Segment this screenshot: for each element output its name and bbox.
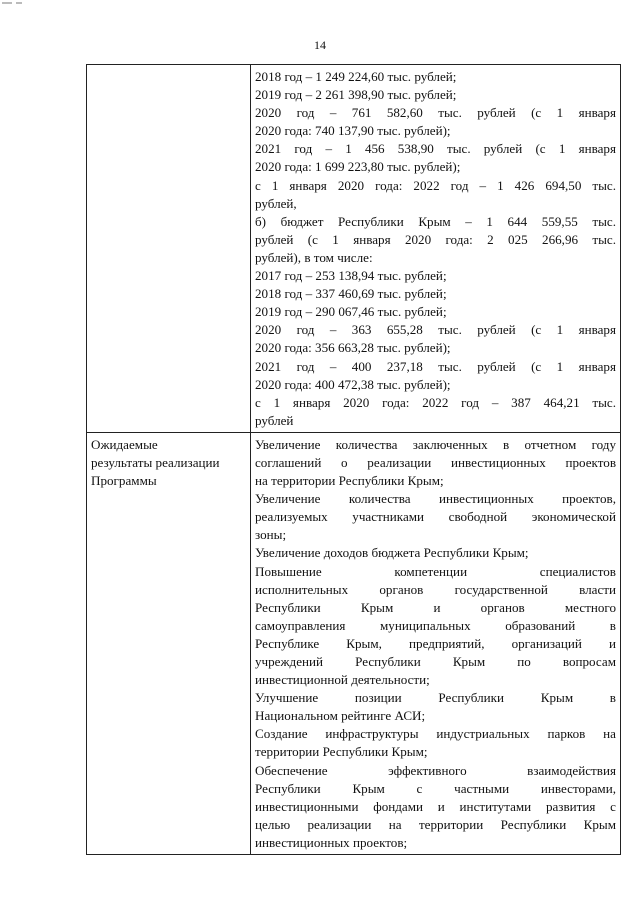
results-text-line: Увеличение доходов бюджета Республики Крым; [255, 545, 529, 561]
results-label-line: Ожидаемые [91, 436, 158, 452]
results-text-line: инвестиционных проектов; [255, 834, 408, 850]
financing-text-line: 2019 год – 2 261 398,90 тыс. рублей; [255, 87, 457, 103]
financing-text [255, 68, 616, 430]
financing-text-line: 2018 год – 337 460,69 тыс. рублей; [255, 286, 447, 302]
results-text-line: целью реализации на территории Республики Крым [255, 816, 616, 832]
results-text-line: территории Республики Крым; [255, 744, 428, 760]
results-text-line: Национальном рейтинге АСИ; [255, 708, 426, 724]
results-text-line: самоуправления муниципальных образований в [255, 617, 616, 633]
results-label-line: результаты реализации [91, 454, 220, 470]
results-text-line: на территории Республики Крым; [255, 473, 444, 489]
results-text-line: инвестиционной деятельности; [255, 672, 430, 688]
financing-text-line: рублей), в том числе: [255, 249, 373, 265]
results-text-line: зоны; [255, 527, 287, 543]
results-text-line: инвестиционными фондами и институтами развития с [255, 798, 616, 814]
results-text [255, 436, 616, 852]
financing-text-line: 2019 год – 290 067,46 тыс. рублей; [255, 304, 447, 320]
financing-text-line: 2021 год – 1 456 538,90 тыс. рублей (с 1 января [255, 141, 616, 157]
results-text-line: Увеличение количества заключенных в отчетном году [255, 436, 616, 452]
results-text-line: Улучшение позиции Республики Крым в [255, 690, 616, 706]
results-text-line: исполнительных органов государственной власти [255, 581, 616, 597]
results-text-line: Республике Крым, предприятий, организаций и [255, 635, 616, 651]
results-label-line: Программы [91, 473, 157, 489]
financing-text-line: рублей (с 1 января 2020 года: 2 025 266,96 тыс. [255, 231, 616, 247]
financing-text-line: 2018 год – 1 249 224,60 тыс. рублей; [255, 69, 457, 84]
financing-text-line: 2020 года: 740 137,90 тыс. рублей); [255, 123, 451, 139]
program-passport-table [86, 64, 621, 855]
results-text-line: реализуемых участниками свободной экономической [255, 509, 616, 525]
results-text-line: соглашений о реализации инвестиционных проектов [255, 454, 616, 470]
table-row-expected-results [87, 432, 621, 854]
financing-text-line: с 1 января 2020 года: 2022 год – 1 426 694,50 тыс. [255, 177, 616, 193]
financing-text-line: 2020 года: 400 472,38 тыс. рублей); [255, 376, 451, 392]
results-value-cell [251, 432, 621, 854]
financing-label-cell [87, 65, 251, 433]
financing-text-line: с 1 января 2020 года: 2022 год – 387 464,21 тыс. [255, 394, 616, 410]
scan-artifact [0, 0, 26, 6]
results-label-cell [87, 432, 251, 854]
results-text-line: Повышение компетенции специалистов [255, 563, 616, 579]
financing-text-line: б) бюджет Республики Крым – 1 644 559,55 тыс. [255, 213, 616, 229]
results-text-line: Обеспечение эффективного взаимодействия [255, 762, 616, 778]
financing-text-line: 2020 год – 363 655,28 тыс. рублей (с 1 января [255, 322, 616, 338]
financing-text-line: рублей, [255, 195, 297, 211]
financing-text-line: 2020 года: 356 663,28 тыс. рублей); [255, 340, 451, 356]
financing-text-line: рублей [255, 412, 294, 428]
financing-value-cell [251, 65, 621, 433]
results-text-line: учреждений Республики Крым по вопросам [255, 654, 616, 669]
results-text-line: Республики Крым с частными инвесторами, [255, 780, 616, 796]
table-row-financing [87, 65, 621, 433]
page-number: 14 [314, 38, 326, 52]
results-text-line: Увеличение количества инвестиционных проектов, [255, 491, 616, 507]
results-text-line: Создание инфраструктуры индустриальных парков на [255, 726, 616, 742]
financing-text-line: 2020 года: 1 699 223,80 тыс. рублей); [255, 159, 461, 175]
financing-text-line: 2017 год – 253 138,94 тыс. рублей; [255, 268, 447, 284]
results-text-line: Республики Крым и органов местного [255, 599, 616, 615]
financing-text-line: 2021 год – 400 237,18 тыс. рублей (с 1 января [255, 358, 616, 374]
financing-text-line: 2020 год – 761 582,60 тыс. рублей (с 1 января [255, 105, 616, 121]
